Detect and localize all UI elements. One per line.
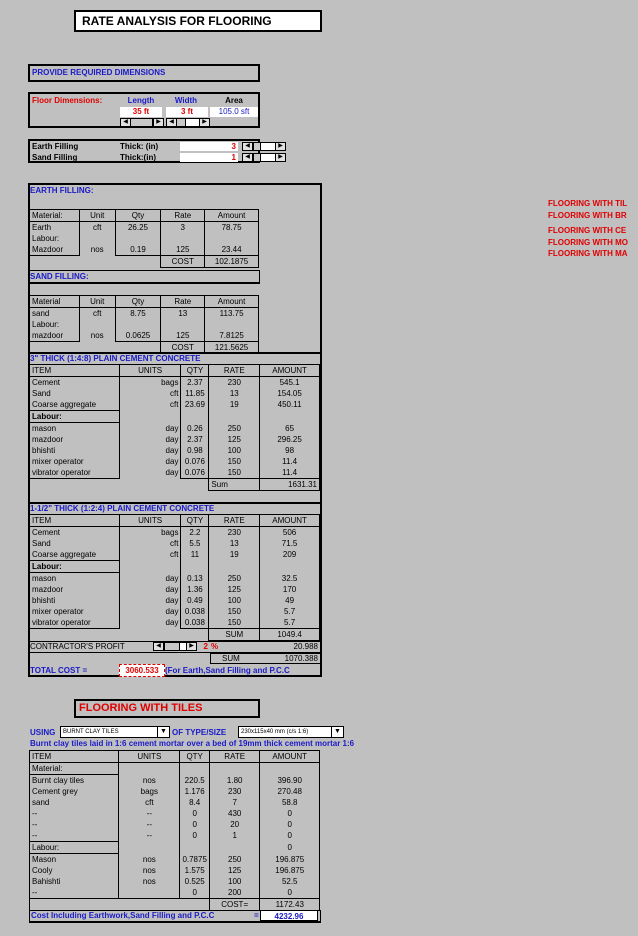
- tiles-table: [29, 750, 320, 911]
- scroll-left-icon[interactable]: ◀: [243, 154, 253, 161]
- scroll-thumb[interactable]: [130, 119, 153, 126]
- table-row: Cement bags 2.37 230 545.1: [30, 377, 320, 389]
- col-header: UNITS: [119, 751, 180, 763]
- tiles-cost-value: 1172.43: [260, 899, 320, 911]
- table-row: Labour:: [30, 411, 320, 423]
- table-row: bhishti day 0.98 100 98: [30, 445, 320, 456]
- type-size-select-value: 230x115x40 mm (c/s 1:6): [241, 729, 309, 735]
- table-row: Labour:: [30, 233, 259, 244]
- table-row: vibrator operator day 0.076 150 11.4: [30, 467, 320, 479]
- chevron-down-icon[interactable]: ▼: [331, 727, 343, 737]
- pcc148-header: 3" THICK (1:4:8) PLAIN CEMENT CONCRETE: [30, 354, 201, 363]
- total-cost-note: (For Earth,Sand Filling and P.C.C: [165, 666, 290, 675]
- sand-thick-value: 1: [180, 153, 238, 162]
- table-row: Coarse aggregate cft 11 19 209: [30, 549, 320, 561]
- profit-label: CONTRACTOR'S PROFIT: [30, 642, 125, 651]
- scroll-thumb[interactable]: [253, 143, 261, 150]
- col-header: UNITS: [119, 515, 181, 527]
- table-row: Sand cft 5.5 13 71.5: [30, 538, 320, 549]
- table-row: Labour: 0: [30, 842, 320, 854]
- col-header: Amount: [205, 210, 259, 222]
- col-header: ITEM: [30, 515, 120, 527]
- col-header: QTY: [181, 515, 209, 527]
- scroll-left-icon[interactable]: ◀: [121, 119, 131, 126]
- table-row: Earth cft 26.25 3 78.75: [30, 222, 259, 234]
- col-header: QTY: [181, 365, 209, 377]
- scroll-left-icon[interactable]: ◀: [167, 119, 177, 126]
- scroll-right-icon[interactable]: ▶: [275, 154, 285, 161]
- earth-thick-scrollbar[interactable]: [242, 142, 286, 151]
- table-row: -- -- 0 430 0: [30, 808, 320, 819]
- length-label: Length: [127, 96, 155, 105]
- dimensions-header-box: [28, 64, 260, 82]
- table-row: Cooly nos 1.575 125 196.875: [30, 865, 320, 876]
- scroll-left-icon[interactable]: ◀: [243, 143, 253, 150]
- scroll-right-icon[interactable]: ▶: [153, 119, 163, 126]
- tiles-total-value: 4232.96: [260, 910, 318, 921]
- col-header: Rate: [161, 296, 205, 308]
- col-header: RATE: [209, 365, 260, 377]
- table-row: Mason nos 0.7875 250 196.875: [30, 854, 320, 866]
- col-header: Material:: [30, 210, 80, 222]
- table-row: vibrator operator day 0.038 150 5.7: [30, 617, 320, 629]
- material-select-value: BURNT CLAY TILES: [63, 729, 119, 735]
- chevron-down-icon[interactable]: ▼: [157, 727, 169, 737]
- profit-scrollbar[interactable]: [153, 642, 197, 651]
- sum2-row-line: [210, 653, 320, 664]
- table-row: mazdoor nos 0.0625 125 7.8125: [30, 330, 259, 342]
- col-header: Unit: [79, 210, 115, 222]
- table-row: Labour:: [30, 319, 259, 330]
- scroll-thumb[interactable]: [164, 643, 180, 650]
- floor-dimensions-box: [28, 92, 260, 128]
- sum2-value: 1070.388: [284, 654, 318, 663]
- cost-value: 102.1875: [205, 256, 259, 268]
- sand-filling-table: [29, 295, 259, 354]
- pcc124-table: [29, 514, 320, 641]
- scroll-thumb[interactable]: [176, 119, 186, 126]
- scroll-left-icon[interactable]: ◀: [154, 643, 164, 650]
- link-flooring-bricks[interactable]: FLOORING WITH BR: [548, 211, 627, 220]
- earth-filling-table: [29, 209, 259, 268]
- col-header: QTY: [180, 751, 209, 763]
- cost-label: COST: [161, 256, 205, 268]
- page-title: RATE ANALYSIS FOR FLOORING: [82, 14, 272, 28]
- table-row: Bahishti nos 0.525 100 52.5: [30, 876, 320, 887]
- earth-filling-header: EARTH FILLING:: [30, 186, 94, 195]
- table-row: mazdoor day 2.37 125 296.25: [30, 434, 320, 445]
- thickness-box: [28, 139, 283, 163]
- total-cost-label: TOTAL COST =: [30, 666, 88, 675]
- tiles-total-label: Cost Including Earthwork,Sand Filling and P.C.C: [31, 911, 215, 920]
- col-header: Material: [30, 296, 80, 308]
- pcc148-table: [29, 364, 320, 491]
- scroll-thumb[interactable]: [253, 154, 261, 161]
- cost-label: COST: [161, 342, 205, 354]
- tiles-header: FLOORING WITH TILES: [79, 702, 203, 714]
- table-row: Labour:: [30, 561, 320, 573]
- col-header: RATE: [209, 515, 260, 527]
- col-header: AMOUNT: [260, 751, 320, 763]
- tiles-description: Burnt clay tiles laid in 1:6 cement mortar over a bed of 19mm thick cement mortar 1:6: [30, 739, 355, 748]
- sand-thick-label: Thick:(in): [120, 153, 156, 162]
- cost-value: 121.5625: [205, 342, 259, 354]
- col-header: ITEM: [30, 365, 120, 377]
- link-flooring-marble[interactable]: FLOORING WITH MA: [548, 249, 628, 258]
- col-header: UNITS: [119, 365, 181, 377]
- sum-label: SUM: [209, 629, 260, 641]
- earth-thick-label: Thick: (in): [120, 142, 159, 151]
- table-row: -- -- 0 1 0: [30, 830, 320, 842]
- pcc124-header: 1-1/2" THICK (1:2:4) PLAIN CEMENT CONCRETE: [30, 504, 215, 513]
- sum-label: Sum: [209, 479, 260, 491]
- scroll-right-icon[interactable]: ▶: [275, 143, 285, 150]
- table-row: Cement bags 2.2 230 506: [30, 527, 320, 539]
- tiles-total-equals: =: [254, 911, 259, 920]
- scroll-right-icon[interactable]: ▶: [199, 119, 209, 126]
- tiles-cost-label: COST=: [209, 899, 260, 911]
- sum-value: 1049.4: [260, 629, 320, 641]
- profit-pct-sign: %: [211, 642, 219, 651]
- table-row: Sand cft 11.85 13 154.05: [30, 388, 320, 399]
- sand-thick-scrollbar[interactable]: [242, 153, 286, 162]
- type-size-label: OF TYPE/SIZE: [172, 728, 227, 737]
- table-row: bhishti day 0.49 100 49: [30, 595, 320, 606]
- sum2-label: SUM: [222, 654, 240, 663]
- col-header: RATE: [209, 751, 260, 763]
- table-row: Mazdoor nos 0.19 125 23.44: [30, 244, 259, 256]
- col-header: Unit: [79, 296, 115, 308]
- area-label: Area: [225, 96, 243, 105]
- table-row: mixer operator day 0.038 150 5.7: [30, 606, 320, 617]
- width-label: Width: [174, 96, 198, 105]
- length-value: 35 ft: [120, 107, 162, 117]
- table-row: mazdoor day 1.36 125 170: [30, 584, 320, 595]
- width-value: 3 ft: [166, 107, 208, 117]
- dimensions-header: PROVIDE REQUIRED DIMENSIONS: [32, 68, 166, 77]
- table-row: Cement grey bags 1.176 230 270.48: [30, 786, 320, 797]
- col-header: ITEM: [30, 751, 119, 763]
- table-row: Coarse aggregate cft 23.69 19 450.11: [30, 399, 320, 411]
- width-scrollbar[interactable]: [166, 118, 210, 127]
- earth-thick-value: 3: [180, 142, 238, 151]
- table-row: Burnt clay tiles nos 220.5 1.80 396.90: [30, 775, 320, 787]
- table-row: mixer operator day 0.076 150 11.4: [30, 456, 320, 467]
- table-row: sand cft 8.4 7 58.8: [30, 797, 320, 808]
- area-value: 105.0 sft: [210, 107, 258, 117]
- col-header: Qty: [115, 210, 161, 222]
- tiles-header-box: [74, 699, 260, 718]
- sand-filling-label: Sand Filling: [32, 153, 78, 162]
- type-size-select[interactable]: [238, 726, 344, 738]
- earth-filling-label: Earth Filling: [32, 142, 79, 151]
- table-row: sand cft 8.75 13 113.75: [30, 308, 259, 320]
- material-select[interactable]: [60, 726, 170, 738]
- profit-pct: 2: [203, 642, 208, 651]
- link-flooring-mosaic[interactable]: FLOORING WITH MO: [548, 238, 628, 247]
- floor-dimensions-label: Floor Dimensions:: [32, 96, 103, 105]
- total-cost-value: 3060.533: [119, 664, 165, 677]
- table-row: -- 0 200 0: [30, 887, 320, 899]
- col-header: AMOUNT: [260, 515, 320, 527]
- scroll-right-icon[interactable]: ▶: [186, 643, 196, 650]
- link-flooring-cement[interactable]: FLOORING WITH CE: [548, 226, 627, 235]
- using-label: USING: [30, 728, 56, 737]
- table-row: -- -- 0 20 0: [30, 819, 320, 830]
- col-header: Amount: [205, 296, 259, 308]
- table-row: mason day 0.26 250 65: [30, 423, 320, 435]
- table-row: Material:: [30, 763, 320, 775]
- page-title-box: [74, 10, 322, 32]
- col-header: Rate: [161, 210, 205, 222]
- table-row: mason day 0.13 250 32.5: [30, 573, 320, 585]
- profit-value: 20.988: [293, 642, 318, 651]
- link-flooring-tiles[interactable]: FLOORING WITH TIL: [548, 199, 628, 208]
- sand-filling-header: SAND FILLING:: [30, 272, 89, 281]
- col-header: AMOUNT: [260, 365, 320, 377]
- col-header: Qty: [115, 296, 161, 308]
- sum-value: 1631.31: [260, 479, 320, 491]
- length-scrollbar[interactable]: [120, 118, 164, 127]
